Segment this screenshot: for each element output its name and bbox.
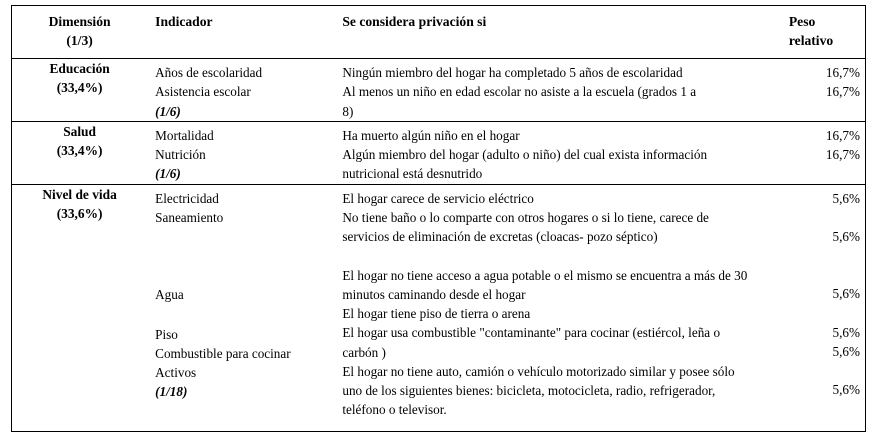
indicator-item: Piso	[155, 326, 178, 342]
deprivation-line: El hogar no tiene acceso a agua potable o el mismo se encuentra a más de 30	[342, 267, 748, 283]
weights-cell-salud	[783, 121, 865, 184]
indicator-fraction-nivel-de-vida: (1/18)	[155, 384, 188, 400]
deprivation-line: uno de los siguientes bienes: bicicleta, motocicleta, radio, refrigerador,	[342, 383, 716, 399]
header-indicator-cell	[147, 6, 332, 58]
weights-cell-nivel-de-vida	[783, 184, 865, 431]
section-row-salud	[12, 121, 865, 184]
indicator-fraction-educacion: (1/6)	[155, 103, 181, 119]
header-dimension-cell	[12, 6, 147, 58]
indicator-item: Combustible para cocinar	[155, 345, 291, 361]
weights-cell-educacion	[783, 58, 865, 121]
indicator-item: Años de escolaridad	[155, 64, 263, 80]
indicator-item: Activos	[155, 365, 197, 381]
deprivation-line: nutricional está desnutrido	[342, 166, 483, 182]
deprivation-line: Algún miembro del hogar (adulto o niño) del cual exista información	[342, 147, 708, 163]
dimension-name-salud: Salud	[63, 123, 96, 139]
header-weight-label: Peso	[788, 14, 816, 29]
deprivation-cell-educacion	[332, 58, 783, 121]
header-weight-cell	[783, 6, 865, 58]
dimension-cell-nivel-de-vida	[12, 184, 147, 431]
deprivation-spacer	[342, 247, 783, 266]
indicator-item: Nutrición	[155, 147, 206, 163]
weight-value: 5,6%	[832, 324, 860, 340]
table-header-row	[12, 6, 865, 58]
header-dimension-label: Dimensión	[48, 14, 111, 29]
indicator-item: Mortalidad	[155, 127, 214, 143]
deprivation-line: No tiene baño o lo comparte con otros hogares o si lo tiene, carece de	[342, 210, 709, 226]
deprivation-line: minutos caminando desde el hogar	[342, 286, 526, 302]
deprivation-line: teléfono o televisor.	[342, 402, 447, 418]
deprivation-cell-nivel-de-vida	[332, 184, 783, 431]
indicators-cell-educacion	[147, 58, 332, 121]
indicator-spacer	[155, 227, 332, 285]
indicators-cell-nivel-de-vida	[147, 184, 332, 431]
weight-value: 16,7%	[825, 64, 860, 80]
indicator-item: Electricidad	[155, 190, 219, 206]
dimension-percent-nivel-de-vida: (33,6%)	[56, 206, 103, 222]
indicator-spacer	[155, 305, 332, 325]
weight-value: 5,6%	[832, 190, 860, 206]
deprivation-line: servicios de eliminación de excretas (cloacas- pozo séptico)	[342, 229, 658, 245]
deprivation-line: El hogar no tiene auto, camión o vehículo motorizado similar y posee sólo	[342, 363, 735, 379]
weight-value: 16,7%	[825, 147, 860, 163]
deprivation-cell-salud	[332, 121, 783, 184]
dimension-name-nivel-de-vida: Nivel de vida	[42, 186, 117, 202]
header-deprivation-label: Se considera privación si	[342, 14, 487, 29]
header-indicator-label: Indicador	[155, 14, 213, 29]
deprivation-line: El hogar carece de servicio eléctrico	[342, 190, 534, 206]
header-deprivation-cell	[332, 6, 783, 58]
weight-spacer	[783, 361, 860, 380]
weight-value: 5,6%	[832, 286, 860, 302]
weight-spacer	[783, 208, 860, 227]
weight-value: 5,6%	[832, 229, 860, 245]
indicator-item: Asistencia escolar	[155, 84, 251, 100]
header-dimension-fraction: (1/3)	[66, 33, 93, 49]
dimension-cell-educacion	[12, 58, 147, 121]
deprivation-line: carbón )	[342, 344, 386, 360]
dimension-percent-salud: (33,4%)	[56, 143, 103, 159]
mpi-table-container	[11, 5, 866, 432]
deprivation-line: Ha muerto algún niño en el hogar	[342, 127, 520, 143]
indicators-cell-salud	[147, 121, 332, 184]
weight-value: 16,7%	[825, 127, 860, 143]
weight-value: 5,6%	[832, 343, 860, 359]
section-row-nivel-de-vida	[12, 184, 865, 431]
weight-spacer	[783, 246, 860, 284]
indicator-fraction-salud: (1/6)	[155, 166, 181, 182]
weight-value: 16,7%	[825, 84, 860, 100]
dimension-percent-educacion: (33,4%)	[56, 80, 103, 96]
indicator-item: Agua	[155, 287, 184, 303]
deprivation-line: El hogar usa combustible "contaminante" para cocinar (estiércol, leña o	[342, 325, 721, 341]
header-weight-label-2: relativo	[788, 33, 834, 49]
mpi-dimensions-table	[12, 6, 865, 431]
weight-spacer	[783, 304, 860, 323]
deprivation-line: Al menos un niño en edad escolar no asiste a la escuela (grados 1 a	[342, 84, 697, 100]
deprivation-line: Ningún miembro del hogar ha completado 5 años de escolaridad	[342, 64, 683, 80]
weight-value: 5,6%	[832, 382, 860, 398]
deprivation-line: El hogar tiene piso de tierra o arena	[342, 306, 531, 322]
indicator-item: Saneamiento	[155, 210, 224, 226]
section-row-educacion	[12, 58, 865, 121]
dimension-name-educacion: Educación	[49, 60, 110, 76]
dimension-cell-salud	[12, 121, 147, 184]
deprivation-line: 8)	[342, 103, 354, 119]
